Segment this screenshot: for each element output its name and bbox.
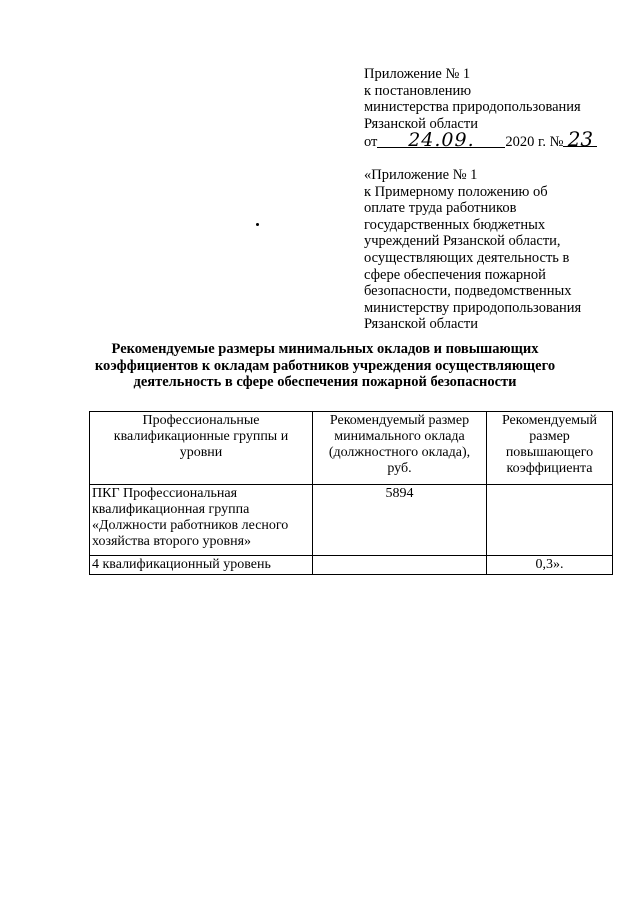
row-salary-cell <box>313 556 487 575</box>
appendix-block <box>364 66 597 151</box>
original-appendix-line: учреждений Рязанской области, <box>364 233 561 250</box>
original-appendix-block <box>364 167 604 333</box>
heading-line: Рекомендуемые размеры минимальных окладов и повышающих <box>111 341 539 357</box>
rates-table <box>89 411 613 575</box>
original-appendix-line: министерству природопользования <box>364 299 582 316</box>
row-name-cell: ПКГ Профессиональная квалификационная группа «Должности работников лесного хозяйства второго уровня» <box>90 485 313 556</box>
table-row <box>90 556 613 575</box>
original-appendix-line: Рязанской области <box>364 316 478 333</box>
row-coefficient-cell <box>487 485 613 556</box>
year-number-label: 2020 г. № <box>505 134 564 151</box>
document-heading <box>60 341 590 391</box>
table-header-row <box>90 412 613 485</box>
date-number-line <box>364 127 597 152</box>
appendix-line-ministry: министерства природопользования <box>364 99 581 116</box>
appendix-title: Приложение № 1 <box>364 66 471 82</box>
original-appendix-line: безопасности, подведомственных <box>364 283 572 300</box>
original-appendix-line: к Примерному положению об <box>364 183 548 200</box>
original-appendix-line: сфере обеспечения пожарной <box>364 266 546 283</box>
stray-dot <box>256 223 259 226</box>
original-appendix-line: «Приложение № 1 <box>364 167 478 183</box>
heading-line: коэффициентов к окладам работников учреждения осуществляющего <box>94 357 556 374</box>
original-appendix-line: государственных бюджетных <box>364 216 546 233</box>
header-min-salary: Рекомендуемый размер минимального оклада (должностного оклада), руб. <box>313 412 487 485</box>
table-row <box>90 485 613 556</box>
row-name-cell: 4 квалификационный уровень <box>90 556 313 575</box>
handwritten-number: 23 <box>563 132 597 147</box>
row-salary-cell: 5894 <box>313 485 487 556</box>
original-appendix-line: осуществляющих деятельность в <box>364 249 570 266</box>
row-coefficient-cell: 0,3». <box>487 556 613 575</box>
heading-line: деятельность в сфере обеспечения пожарной безопасности <box>133 374 517 391</box>
appendix-line-resolution: к постановлению <box>364 82 472 99</box>
header-qualification-groups: Профессиональные квалификационные группы и уровни <box>90 412 313 485</box>
handwritten-date: 24.09. <box>377 133 505 148</box>
header-coefficient: Рекомендуемый размер повышающего коэффициента <box>487 412 613 485</box>
appendix-line-region: Рязанской области <box>364 115 478 132</box>
date-prefix: от <box>364 134 378 151</box>
original-appendix-line: оплате труда работников <box>364 200 517 217</box>
